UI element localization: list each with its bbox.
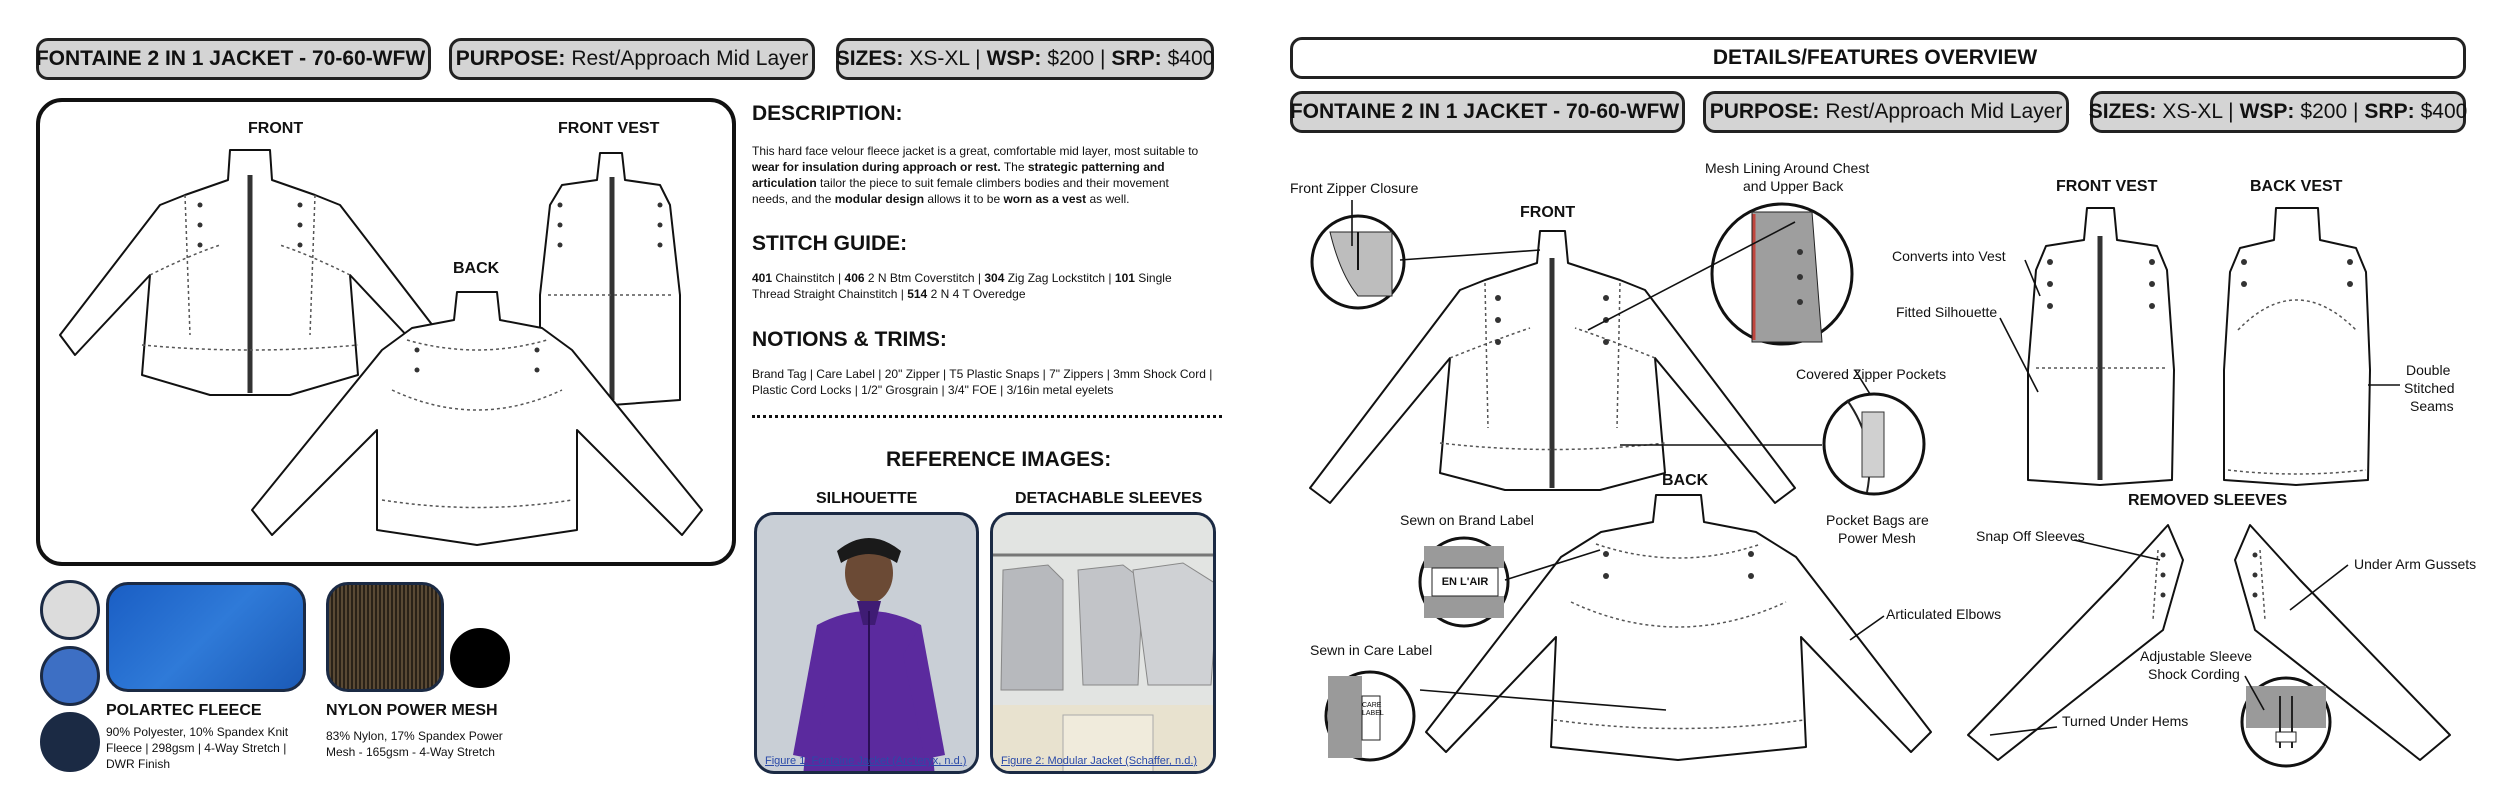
care-label-text: CARE LABEL	[1362, 702, 1384, 717]
notions-text: Brand Tag | Care Label | 20" Zipper | T5 Plastic Snaps | 7" Zippers | 3mm Shock Cord | Plastic Cord Locks | 1/2" Grosgrain | 3/4" FOE | 3/16in metal eyelets	[752, 367, 1213, 397]
brand-label-text: EN L'AIR	[1441, 576, 1489, 588]
overview-title-pill: DETAILS/FEATURES OVERVIEW	[1290, 37, 2466, 79]
ann-covered-zipper: Covered Zipper Pockets	[1796, 366, 1947, 382]
description-text: This hard face velour fleece jacket is a great, comfortable mid layer, most suitable to wear for insulation during approach or rest. The strategic patterning and articulation tailor the piece to suit female climbers bodies and their movement needs, and the modular design allows it to be worn as a vest as well.	[752, 144, 1199, 206]
ann-articulated-elbows: Articulated Elbows	[1886, 606, 2002, 622]
ann-snap-off: Snap Off Sleeves	[1976, 528, 2085, 544]
caption-figure-1: Figure 1: Fontaine Jacket (Arc'teryx, n.d.)	[765, 755, 967, 767]
stitch-guide-heading: STITCH GUIDE:	[752, 232, 908, 255]
ann-pocket-bags-2: Power Mesh	[1838, 530, 1916, 546]
fabric-desc-mesh: 83% Nylon, 17% Spandex Power Mesh - 165gsm - 4-Way Stretch	[326, 729, 503, 759]
front-label: FRONT	[248, 120, 304, 137]
ann-front-zipper: Front Zipper Closure	[1290, 180, 1419, 196]
ann-pocket-bags-1: Pocket Bags are	[1826, 512, 1929, 528]
right-title-pill: FONTAINE 2 IN 1 JACKET - 70-60-WFW	[1290, 91, 1685, 133]
title-pill: FONTAINE 2 IN 1 JACKET - 70-60-WFW	[36, 38, 431, 80]
right-back-vest-label: BACK VEST	[2250, 178, 2343, 195]
silhouette-label: SILHOUETTE	[816, 490, 918, 507]
ann-care-label: Sewn in Care Label	[1310, 642, 1433, 658]
stitch-guide-text: 401 Chainstitch | 406 2 N Btm Coverstitch | 304 Zig Zag Lockstitch | 101 Single Thread Straight Chainstitch | 514 2 N 4 T Overedge	[752, 271, 1172, 301]
ann-brand-label: Sewn on Brand Label	[1400, 512, 1534, 528]
right-sizes-pill: SIZES: XS-XL | WSP: $200 | SRP: $400	[2090, 91, 2466, 133]
description-heading: DESCRIPTION:	[752, 102, 903, 125]
caption-figure-2: Figure 2: Modular Jacket (Schaffer, n.d.)	[1001, 755, 1198, 767]
purpose-pill: PURPOSE: Rest/Approach Mid Layer	[449, 38, 815, 80]
ann-mesh-lining-2: and Upper Back	[1743, 178, 1844, 194]
ann-under-arm: Under Arm Gussets	[2354, 556, 2477, 572]
right-purpose-pill: PURPOSE: Rest/Approach Mid Layer	[1703, 91, 2069, 133]
front-vest-label: FRONT VEST	[558, 120, 660, 137]
reference-heading: REFERENCE IMAGES:	[886, 448, 1112, 471]
right-front-vest-label: FRONT VEST	[2056, 178, 2158, 195]
ann-mesh-lining-1: Mesh Lining Around Chest	[1705, 160, 1870, 176]
detachable-sleeves-label: DETACHABLE SLEEVES	[1015, 490, 1203, 507]
right-front-label: FRONT	[1520, 204, 1576, 221]
ann-double-stitched-3: Seams	[2410, 398, 2454, 414]
ann-adjustable-1: Adjustable Sleeve	[2140, 648, 2253, 664]
sizes-pill: SIZES: XS-XL | WSP: $200 | SRP: $400	[836, 38, 1214, 80]
ann-converts-vest: Converts into Vest	[1892, 248, 2006, 264]
fabric-name-polartec: POLARTEC FLEECE	[106, 702, 262, 719]
ann-double-stitched-2: Stitched	[2404, 380, 2455, 396]
ann-turned-hems: Turned Under Hems	[2062, 713, 2189, 729]
fabric-name-mesh: NYLON POWER MESH	[326, 702, 498, 719]
removed-sleeves-label: REMOVED SLEEVES	[2128, 492, 2288, 509]
notions-heading: NOTIONS & TRIMS:	[752, 328, 947, 351]
fabric-desc-polartec: 90% Polyester, 10% Spandex Knit Fleece | 298gsm | 4-Way Stretch | DWR Finish	[106, 725, 289, 771]
ann-adjustable-2: Shock Cording	[2148, 666, 2240, 682]
right-back-label: BACK	[1662, 472, 1709, 489]
back-label: BACK	[453, 260, 500, 277]
ann-double-stitched-1: Double	[2406, 362, 2451, 378]
ann-fitted-silhouette: Fitted Silhouette	[1896, 304, 1998, 320]
